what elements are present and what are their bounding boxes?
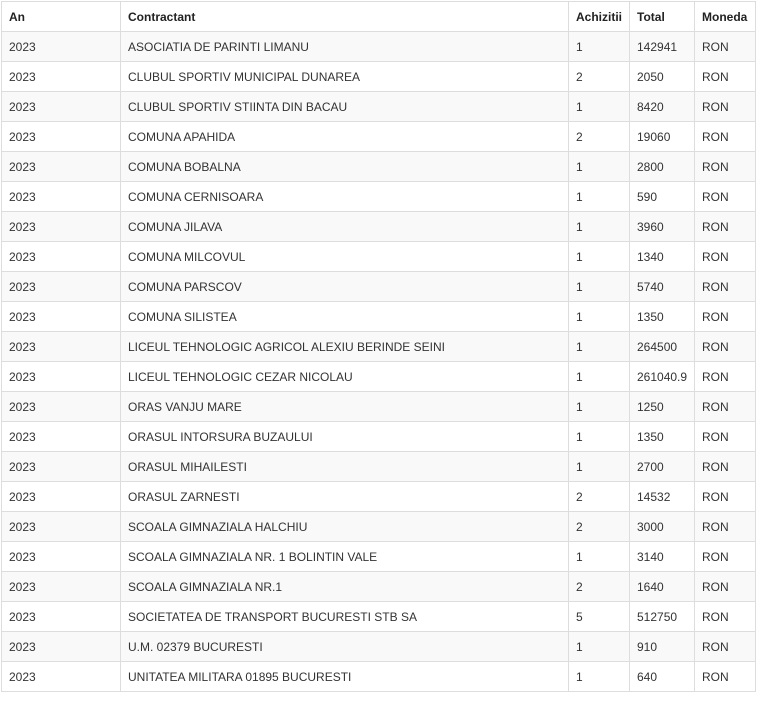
total-cell: 512750 xyxy=(630,602,695,632)
contractant-cell: ORASUL ZARNESTI xyxy=(121,482,569,512)
achizitii-cell: 2 xyxy=(569,62,630,92)
total-cell: 1340 xyxy=(630,242,695,272)
contractant-cell: SCOALA GIMNAZIALA NR. 1 BOLINTIN VALE xyxy=(121,542,569,572)
column-header-moneda[interactable]: Moneda xyxy=(695,2,756,32)
achizitii-cell: 1 xyxy=(569,92,630,122)
column-header-achizitii[interactable]: Achizitii xyxy=(569,2,630,32)
total-cell: 19060 xyxy=(630,122,695,152)
moneda-cell: RON xyxy=(695,332,756,362)
table-row xyxy=(2,302,756,332)
total-cell: 1640 xyxy=(630,572,695,602)
an-cell: 2023 xyxy=(2,602,121,632)
achizitii-cell: 1 xyxy=(569,302,630,332)
an-cell: 2023 xyxy=(2,392,121,422)
moneda-cell: RON xyxy=(695,572,756,602)
contractant-cell: UNITATEA MILITARA 01895 BUCURESTI xyxy=(121,662,569,692)
achizitii-cell: 1 xyxy=(569,632,630,662)
total-cell: 1350 xyxy=(630,422,695,452)
contractant-cell: COMUNA PARSCOV xyxy=(121,272,569,302)
an-cell: 2023 xyxy=(2,662,121,692)
moneda-cell: RON xyxy=(695,512,756,542)
contractant-cell: COMUNA CERNISOARA xyxy=(121,182,569,212)
contractant-cell: COMUNA APAHIDA xyxy=(121,122,569,152)
total-cell: 3960 xyxy=(630,212,695,242)
an-cell: 2023 xyxy=(2,302,121,332)
an-cell: 2023 xyxy=(2,482,121,512)
achizitii-cell: 1 xyxy=(569,242,630,272)
achizitii-cell: 1 xyxy=(569,32,630,62)
an-cell: 2023 xyxy=(2,332,121,362)
contractant-cell: LICEUL TEHNOLOGIC AGRICOL ALEXIU BERINDE SEINI xyxy=(121,332,569,362)
total-cell: 142941 xyxy=(630,32,695,62)
total-cell: 261040.9 xyxy=(630,362,695,392)
contractant-cell: COMUNA BOBALNA xyxy=(121,152,569,182)
table-row xyxy=(2,122,756,152)
an-cell: 2023 xyxy=(2,122,121,152)
table-row xyxy=(2,482,756,512)
contractant-cell: ORAS VANJU MARE xyxy=(121,392,569,422)
moneda-cell: RON xyxy=(695,482,756,512)
total-cell: 3000 xyxy=(630,512,695,542)
moneda-cell: RON xyxy=(695,122,756,152)
an-cell: 2023 xyxy=(2,422,121,452)
table-row xyxy=(2,602,756,632)
moneda-cell: RON xyxy=(695,662,756,692)
table-row xyxy=(2,662,756,692)
table-row xyxy=(2,392,756,422)
table-header xyxy=(2,2,756,32)
moneda-cell: RON xyxy=(695,152,756,182)
an-cell: 2023 xyxy=(2,272,121,302)
an-cell: 2023 xyxy=(2,572,121,602)
contractant-cell: U.M. 02379 BUCURESTI xyxy=(121,632,569,662)
total-cell: 3140 xyxy=(630,542,695,572)
table-row xyxy=(2,512,756,542)
contractant-cell: COMUNA SILISTEA xyxy=(121,302,569,332)
table-row xyxy=(2,332,756,362)
table-row xyxy=(2,452,756,482)
total-cell: 640 xyxy=(630,662,695,692)
an-cell: 2023 xyxy=(2,242,121,272)
moneda-cell: RON xyxy=(695,62,756,92)
table-row xyxy=(2,62,756,92)
moneda-cell: RON xyxy=(695,92,756,122)
an-cell: 2023 xyxy=(2,152,121,182)
contractant-cell: COMUNA MILCOVUL xyxy=(121,242,569,272)
an-cell: 2023 xyxy=(2,362,121,392)
contractant-cell: ORASUL INTORSURA BUZAULUI xyxy=(121,422,569,452)
moneda-cell: RON xyxy=(695,32,756,62)
achizitii-cell: 5 xyxy=(569,602,630,632)
an-cell: 2023 xyxy=(2,32,121,62)
moneda-cell: RON xyxy=(695,392,756,422)
achizitii-cell: 1 xyxy=(569,362,630,392)
achizitii-cell: 1 xyxy=(569,542,630,572)
total-cell: 14532 xyxy=(630,482,695,512)
moneda-cell: RON xyxy=(695,542,756,572)
achizitii-cell: 1 xyxy=(569,392,630,422)
moneda-cell: RON xyxy=(695,422,756,452)
total-cell: 1350 xyxy=(630,302,695,332)
total-cell: 264500 xyxy=(630,332,695,362)
table-row xyxy=(2,212,756,242)
moneda-cell: RON xyxy=(695,242,756,272)
table-row xyxy=(2,572,756,602)
contractant-cell: SCOALA GIMNAZIALA NR.1 xyxy=(121,572,569,602)
achizitii-cell: 2 xyxy=(569,122,630,152)
achizitii-cell: 1 xyxy=(569,212,630,242)
total-cell: 910 xyxy=(630,632,695,662)
an-cell: 2023 xyxy=(2,92,121,122)
an-cell: 2023 xyxy=(2,182,121,212)
table-row xyxy=(2,32,756,62)
achizitii-cell: 1 xyxy=(569,662,630,692)
table-row xyxy=(2,152,756,182)
moneda-cell: RON xyxy=(695,452,756,482)
total-cell: 8420 xyxy=(630,92,695,122)
contractant-cell: ASOCIATIA DE PARINTI LIMANU xyxy=(121,32,569,62)
contractant-cell: CLUBUL SPORTIV MUNICIPAL DUNAREA xyxy=(121,62,569,92)
achizitii-cell: 1 xyxy=(569,182,630,212)
achizitii-cell: 2 xyxy=(569,572,630,602)
moneda-cell: RON xyxy=(695,632,756,662)
table-row xyxy=(2,242,756,272)
table-row xyxy=(2,272,756,302)
column-header-contractant[interactable]: Contractant xyxy=(121,2,569,32)
table-row xyxy=(2,542,756,572)
moneda-cell: RON xyxy=(695,362,756,392)
achizitii-cell: 1 xyxy=(569,332,630,362)
achizitii-cell: 2 xyxy=(569,512,630,542)
an-cell: 2023 xyxy=(2,212,121,242)
table-row xyxy=(2,632,756,662)
achizitii-cell: 1 xyxy=(569,452,630,482)
table-row xyxy=(2,92,756,122)
contractant-cell: LICEUL TEHNOLOGIC CEZAR NICOLAU xyxy=(121,362,569,392)
an-cell: 2023 xyxy=(2,632,121,662)
contracts-table xyxy=(1,1,756,692)
achizitii-cell: 1 xyxy=(569,272,630,302)
column-header-an[interactable]: An xyxy=(2,2,121,32)
table-row xyxy=(2,422,756,452)
an-cell: 2023 xyxy=(2,542,121,572)
table-row xyxy=(2,182,756,212)
an-cell: 2023 xyxy=(2,62,121,92)
header-row xyxy=(2,2,756,32)
moneda-cell: RON xyxy=(695,602,756,632)
total-cell: 2700 xyxy=(630,452,695,482)
column-header-total[interactable]: Total xyxy=(630,2,695,32)
contractant-cell: ORASUL MIHAILESTI xyxy=(121,452,569,482)
table-row xyxy=(2,362,756,392)
achizitii-cell: 1 xyxy=(569,152,630,182)
an-cell: 2023 xyxy=(2,452,121,482)
moneda-cell: RON xyxy=(695,272,756,302)
contractant-cell: COMUNA JILAVA xyxy=(121,212,569,242)
contractant-cell: CLUBUL SPORTIV STIINTA DIN BACAU xyxy=(121,92,569,122)
moneda-cell: RON xyxy=(695,212,756,242)
total-cell: 1250 xyxy=(630,392,695,422)
total-cell: 2800 xyxy=(630,152,695,182)
contractant-cell: SOCIETATEA DE TRANSPORT BUCURESTI STB SA xyxy=(121,602,569,632)
an-cell: 2023 xyxy=(2,512,121,542)
achizitii-cell: 2 xyxy=(569,482,630,512)
total-cell: 2050 xyxy=(630,62,695,92)
contractant-cell: SCOALA GIMNAZIALA HALCHIU xyxy=(121,512,569,542)
moneda-cell: RON xyxy=(695,302,756,332)
achizitii-cell: 1 xyxy=(569,422,630,452)
table-body xyxy=(2,32,756,692)
total-cell: 590 xyxy=(630,182,695,212)
total-cell: 5740 xyxy=(630,272,695,302)
moneda-cell: RON xyxy=(695,182,756,212)
